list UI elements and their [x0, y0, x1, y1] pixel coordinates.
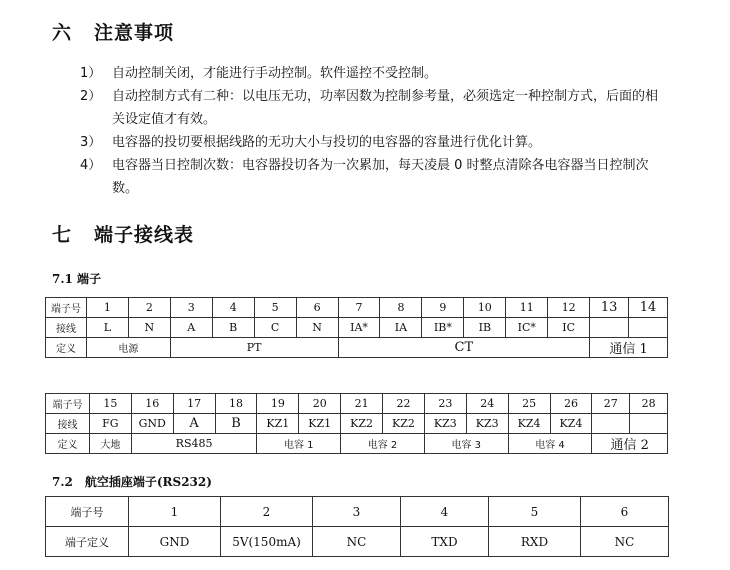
definition-row	[46, 338, 668, 358]
terminal-number-row	[46, 394, 668, 414]
wiring-row	[46, 414, 668, 434]
terminal-number: 10	[464, 298, 506, 318]
row-label: 端子号	[46, 298, 87, 318]
definition-cell: 电容 2	[341, 434, 425, 454]
definition-row	[46, 527, 669, 557]
note-text: 电容器当日控制次数：电容器投切各为一次累加，每天凌晨 0 时整点清除各电容器当日控制次数。	[112, 158, 649, 196]
definition-cell: 通信 1	[590, 338, 668, 358]
row-label: 定义	[46, 338, 87, 358]
terminal-number: 7	[338, 298, 380, 318]
wiring-cell: IA	[380, 318, 422, 338]
terminal-number: 18	[215, 394, 257, 414]
definition-cell: 电容 3	[424, 434, 508, 454]
terminal-number: 3	[170, 298, 212, 318]
terminal-number: 20	[299, 394, 341, 414]
terminal-number: 14	[629, 298, 668, 318]
subsection-7-1-heading: 7.1 端子	[52, 272, 102, 286]
aviation-socket-table	[45, 496, 669, 557]
terminal-number: 5	[489, 497, 581, 527]
terminal-number: 25	[508, 394, 550, 414]
row-label: 端子号	[46, 497, 129, 527]
definition-cell: 电容 1	[257, 434, 341, 454]
wiring-cell: N	[296, 318, 338, 338]
terminal-number: 9	[422, 298, 464, 318]
section-7-heading	[52, 220, 194, 247]
wiring-cell: GND	[131, 414, 173, 434]
terminal-number: 2	[128, 298, 170, 318]
wiring-cell: FG	[89, 414, 131, 434]
wiring-cell: KZ1	[257, 414, 299, 434]
definition-cell: 电容 4	[508, 434, 592, 454]
wiring-cell: IA*	[338, 318, 380, 338]
wiring-cell: KZ1	[299, 414, 341, 434]
wiring-cell: C	[254, 318, 296, 338]
terminal-number: 15	[89, 394, 131, 414]
note-index: 3）	[80, 135, 102, 150]
section-6-number: 六	[52, 22, 73, 44]
definition-cell: 电源	[86, 338, 170, 358]
terminal-number: 6	[296, 298, 338, 318]
section-7-number: 七	[52, 224, 73, 246]
note-text: 电容器的投切要根据线路的无功大小与投切的电容器的容量进行优化计算。	[112, 135, 542, 150]
definition-cell: NC	[581, 527, 669, 557]
terminal-number: 19	[257, 394, 299, 414]
terminal-number: 17	[173, 394, 215, 414]
wiring-cell: N	[128, 318, 170, 338]
terminal-number: 6	[581, 497, 669, 527]
terminal-number: 13	[590, 298, 629, 318]
section-6-title: 注意事项	[94, 22, 175, 44]
definition-cell: TXD	[401, 527, 489, 557]
note-index: 4）	[80, 158, 102, 173]
section-6-heading	[52, 18, 174, 45]
terminal-number: 11	[506, 298, 548, 318]
wiring-cell: IB*	[422, 318, 464, 338]
terminal-number: 28	[630, 394, 668, 414]
terminal-table-1	[45, 297, 668, 358]
definition-cell: PT	[170, 338, 338, 358]
terminal-number: 1	[86, 298, 128, 318]
row-label: 端子号	[46, 394, 90, 414]
note-index: 1）	[80, 66, 102, 81]
terminal-number: 26	[550, 394, 592, 414]
wiring-cell: L	[86, 318, 128, 338]
definition-cell: RXD	[489, 527, 581, 557]
wiring-cell: KZ3	[466, 414, 508, 434]
definition-cell: 通信 2	[592, 434, 668, 454]
wiring-cell: KZ3	[424, 414, 466, 434]
wiring-cell	[630, 414, 668, 434]
terminal-table-2	[45, 393, 668, 454]
wiring-cell: IC	[548, 318, 590, 338]
definition-cell: CT	[338, 338, 590, 358]
wiring-cell: KZ2	[341, 414, 383, 434]
definition-cell: GND	[129, 527, 221, 557]
terminal-number-row	[46, 497, 669, 527]
row-label: 定义	[46, 434, 90, 454]
definition-cell: NC	[313, 527, 401, 557]
terminal-number: 16	[131, 394, 173, 414]
wiring-cell: KZ2	[383, 414, 425, 434]
note-text: 自动控制关闭，才能进行手动控制。软件遥控不受控制。	[112, 66, 438, 81]
wiring-cell: KZ4	[508, 414, 550, 434]
subsection-7-2-heading: 7.2 航空插座端子(RS232)	[52, 475, 212, 489]
wiring-cell	[629, 318, 668, 338]
terminal-number: 5	[254, 298, 296, 318]
wiring-cell	[590, 318, 629, 338]
terminal-number: 23	[424, 394, 466, 414]
row-label: 端子定义	[46, 527, 129, 557]
note-text: 自动控制方式有二种：以电压无功，功率因数为控制参考量，必须选定一种控制方式，后面的相关设定值才有效。	[112, 89, 659, 127]
wiring-cell: IB	[464, 318, 506, 338]
note-index: 2）	[80, 89, 102, 104]
terminal-number: 8	[380, 298, 422, 318]
definition-cell: 5V(150mA)	[221, 527, 313, 557]
section-7-title: 端子接线表	[94, 224, 195, 246]
terminal-number: 21	[341, 394, 383, 414]
terminal-number-row	[46, 298, 668, 318]
terminal-number: 4	[401, 497, 489, 527]
terminal-number: 27	[592, 394, 630, 414]
wiring-cell: B	[212, 318, 254, 338]
wiring-row	[46, 318, 668, 338]
terminal-number: 22	[383, 394, 425, 414]
wiring-cell: KZ4	[550, 414, 592, 434]
terminal-number: 1	[129, 497, 221, 527]
wiring-cell	[592, 414, 630, 434]
terminal-number: 4	[212, 298, 254, 318]
wiring-cell: A	[173, 414, 215, 434]
wiring-cell: IC*	[506, 318, 548, 338]
terminal-number: 2	[221, 497, 313, 527]
terminal-number: 3	[313, 497, 401, 527]
row-label: 接线	[46, 318, 87, 338]
definition-cell: 大地	[89, 434, 131, 454]
definition-cell: RS485	[131, 434, 257, 454]
terminal-number: 24	[466, 394, 508, 414]
row-label: 接线	[46, 414, 90, 434]
definition-row	[46, 434, 668, 454]
wiring-cell: B	[215, 414, 257, 434]
terminal-number: 12	[548, 298, 590, 318]
wiring-cell: A	[170, 318, 212, 338]
